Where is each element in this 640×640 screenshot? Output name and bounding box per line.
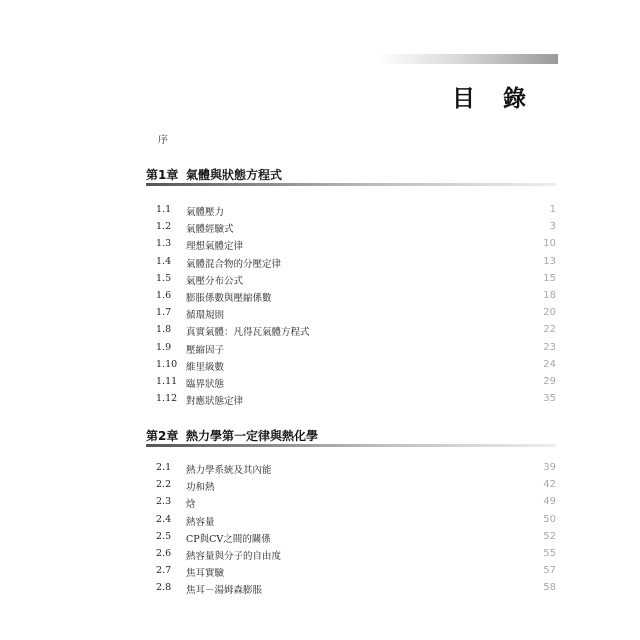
- section-title: 焦耳－湯姆森膨脹: [186, 585, 263, 597]
- toc-entry[interactable]: [146, 236, 556, 253]
- section-title: 氣體混合物的分壓定律: [186, 258, 282, 270]
- chapter-rule: [146, 444, 556, 447]
- section-number: 2.6: [156, 547, 172, 559]
- section-number: 1.5: [156, 272, 172, 284]
- section-title: CP與CV之間的關係: [186, 533, 271, 545]
- toc-entry[interactable]: [146, 580, 556, 597]
- toc-entry[interactable]: [146, 512, 556, 529]
- section-title: 氣體經驗式: [186, 224, 234, 236]
- section-title: 熱力學系統及其內能: [186, 465, 272, 476]
- section-number: 1.2: [156, 221, 172, 233]
- chapter-title: 熱力學第一定律與熱化學: [186, 429, 319, 443]
- section-title: 對應狀態定律: [186, 396, 244, 408]
- section-number: 1.7: [156, 307, 172, 319]
- chapter-entries: [146, 202, 556, 408]
- section-number: 1.4: [156, 255, 172, 267]
- page-number: 18: [543, 289, 556, 301]
- section-number: 2.1: [156, 462, 172, 473]
- preface-entry[interactable]: 序: [158, 135, 168, 146]
- chapter-heading[interactable]: [146, 166, 556, 186]
- page-number: 58: [543, 582, 556, 594]
- toc-entry[interactable]: [146, 529, 556, 546]
- section-title: 維里級數: [186, 361, 225, 373]
- section-title: 氣壓分布公式: [186, 275, 244, 287]
- chapter-entries: [146, 460, 556, 598]
- toc-entry[interactable]: [146, 391, 556, 408]
- section-title: 焓: [186, 499, 196, 511]
- toc-entry[interactable]: [146, 219, 556, 236]
- section-title: 壓縮因子: [186, 344, 225, 356]
- section-number: 1.12: [156, 393, 178, 405]
- page-number: 15: [543, 272, 556, 284]
- toc-entry[interactable]: [146, 357, 556, 374]
- section-number: 1.3: [156, 238, 172, 250]
- page-number: 23: [543, 341, 556, 353]
- section-number: 1.10: [156, 358, 178, 370]
- page-number: 29: [543, 375, 556, 387]
- toc-entry[interactable]: [146, 546, 556, 563]
- page-number: 3: [549, 221, 556, 233]
- chapter-heading[interactable]: [146, 427, 556, 447]
- page-number: 13: [543, 255, 556, 267]
- page-number: 1: [549, 204, 556, 215]
- section-title: 焦耳實驗: [186, 568, 225, 580]
- toc-entry[interactable]: [146, 374, 556, 391]
- page-title: 目 錄: [452, 86, 537, 112]
- section-number: 2.8: [156, 582, 172, 594]
- toc-entry[interactable]: [146, 460, 556, 477]
- section-number: 2.5: [156, 530, 172, 542]
- page-number: 49: [543, 496, 556, 508]
- toc-entry[interactable]: [146, 202, 556, 219]
- page-number: 55: [543, 547, 556, 559]
- section-title: 理想氣體定律: [186, 241, 244, 253]
- page-number: 42: [543, 479, 556, 491]
- page-number: 50: [543, 513, 556, 525]
- section-title: 氣體壓力: [186, 207, 225, 218]
- section-title: 真實氣體：凡得瓦氣體方程式: [186, 327, 310, 339]
- page-number: 39: [543, 462, 556, 473]
- toc-entry[interactable]: [146, 494, 556, 511]
- page-number: 24: [543, 358, 556, 370]
- toc-entry[interactable]: [146, 340, 556, 357]
- section-number: 2.4: [156, 513, 172, 525]
- toc-entry[interactable]: [146, 305, 556, 322]
- toc-entry[interactable]: [146, 322, 556, 339]
- section-number: 1.8: [156, 324, 172, 336]
- section-title: 循環規則: [186, 310, 225, 322]
- section-title: 熱容量與分子的自由度: [186, 550, 282, 562]
- toc-entry[interactable]: [146, 288, 556, 305]
- chapter-1: [146, 166, 556, 408]
- section-number: 2.3: [156, 496, 172, 508]
- section-title: 功和熱: [186, 482, 215, 494]
- page-number: 20: [543, 307, 556, 319]
- page-number: 22: [543, 324, 556, 336]
- chapter-rule: [146, 183, 556, 186]
- section-number: 1.9: [156, 341, 172, 353]
- toc-entry[interactable]: [146, 477, 556, 494]
- section-number: 1.1: [156, 204, 172, 215]
- section-title: 熱容量: [186, 516, 215, 528]
- chapter-2: [146, 427, 556, 597]
- section-number: 1.11: [156, 375, 178, 387]
- toc-entry[interactable]: [146, 271, 556, 288]
- section-number: 1.6: [156, 289, 172, 301]
- page-number: 10: [543, 238, 556, 250]
- page-number: 35: [543, 393, 556, 405]
- chapter-title: 氣體與狀態方程式: [186, 168, 283, 182]
- toc-entry[interactable]: [146, 563, 556, 580]
- toc-entry[interactable]: [146, 254, 556, 271]
- chapter-number: 第2章: [146, 429, 179, 443]
- section-title: 臨界狀態: [186, 378, 225, 390]
- section-title: 膨脹係數與壓縮係數: [186, 292, 272, 304]
- section-number: 2.2: [156, 479, 172, 491]
- page-number: 52: [543, 530, 556, 542]
- page-number: 57: [543, 565, 556, 577]
- section-number: 2.7: [156, 565, 172, 577]
- header-decoration-bar: [378, 54, 558, 64]
- chapter-number: 第1章: [146, 168, 179, 182]
